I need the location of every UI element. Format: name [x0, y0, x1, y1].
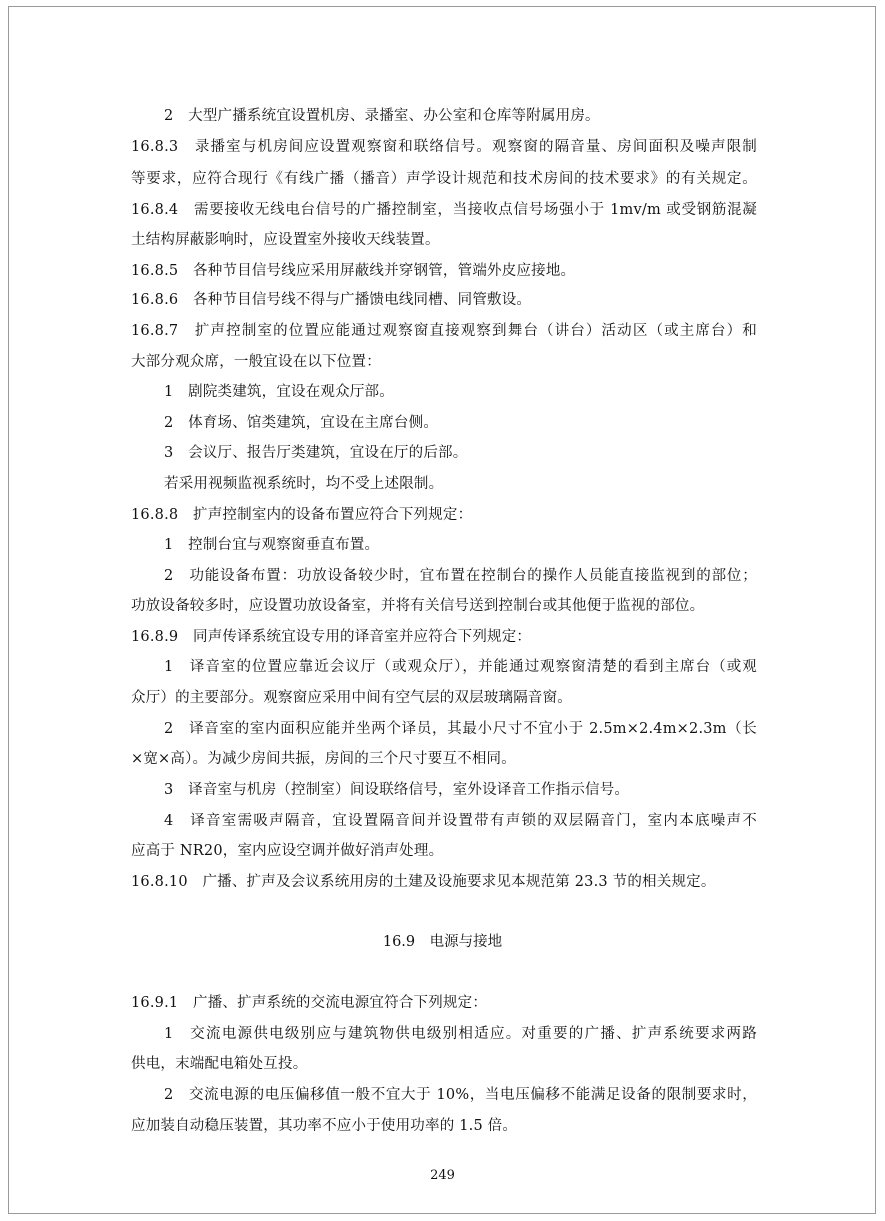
text-line: 16.8.7 扩声控制室的位置应能通过观察窗直接观察到舞台（讲台）活动区（或主席台）和: [131, 323, 757, 339]
text-line: 16.8.8 扩声控制室内的设备布置应符合下列规定：: [131, 507, 473, 523]
text-line: 4 译音室需吸声隔音，宜设置隔音间并设置带有声锁的双层隔音门，室内本底噪声不: [164, 813, 757, 829]
text-line: 16.8.9 同声传译系统宜设专用的译音室并应符合下列规定：: [131, 629, 532, 645]
text-line: 2 体育场、馆类建筑，宜设在主席台侧。: [164, 415, 439, 431]
text-line: 大部分观众席，一般宜设在以下位置：: [131, 354, 381, 370]
text-line: 土结构屏蔽影响时，应设置室外接收天线装置。: [131, 232, 440, 248]
text-line: 若采用视频监视系统时，均不受上述限制。: [164, 476, 444, 492]
text-line: 1 译音室的位置应靠近会议厅（或观众厅），并能通过观察窗清楚的看到主席台（或观: [164, 659, 757, 675]
text-line: 等要求，应符合现行《有线广播（播音）声学设计规范和技术房间的技术要求》的有关规定。: [131, 171, 757, 187]
text-line: 众厅）的主要部分。观察窗应采用中间有空气层的双层玻璃隔音窗。: [131, 690, 572, 706]
text-line: 16.8.10 广播、扩声及会议系统用房的土建及设施要求见本规范第 23.3 节的相关规定。: [131, 874, 716, 890]
text-line: 供电，末端配电箱处互投。: [131, 1056, 308, 1072]
text-line: 2 译音室的室内面积应能并坐两个译员，其最小尺寸不宜小于 2.5m×2.4m×2.3m（长: [164, 721, 757, 737]
text-line: ×宽×高）。为减少房间共振，房间的三个尺寸要互不相同。: [131, 751, 516, 767]
section-title: 16.9 电源与接地: [382, 934, 503, 950]
page-number: 249: [430, 1168, 455, 1183]
text-line: 2 功能设备布置：功放设备较少时，宜布置在控制台的操作人员能直接监视到的部位；: [164, 568, 757, 584]
text-line: 1 交流电源供电级别应与建筑物供电级别相适应。对重要的广播、扩声系统要求两路: [164, 1026, 757, 1042]
text-line: 16.8.6 各种节目信号线不得与广播馈电线同槽、同管敷设。: [131, 292, 532, 308]
text-line: 3 译音室与机房（控制室）间设联络信号，室外设译音工作指示信号。: [164, 782, 630, 798]
text-line: 16.9.1 广播、扩声系统的交流电源宜符合下列规定：: [131, 995, 488, 1011]
text-line: 1 控制台宜与观察窗垂直布置。: [164, 537, 380, 553]
text-line: 应高于 NR20，室内应设空调并做好消声处理。: [131, 843, 444, 859]
text-line: 应加装自动稳压装置，其功率不应小于使用功率的 1.5 倍。: [131, 1118, 518, 1134]
text-line: 16.8.3 录播室与机房间应设置观察窗和联络信号。观察窗的隔音量、房间面积及噪声限制: [131, 139, 757, 155]
text-line: 16.8.4 需要接收无线电台信号的广播控制室，当接收点信号场强小于 1mv/m 或受钢筋混凝: [131, 202, 757, 218]
text-line: 16.8.5 各种节目信号线应采用屏蔽线并穿钢管，管端外皮应接地。: [131, 263, 576, 279]
text-line: 2 交流电源的电压偏移值一般不宜大于 10%，当电压偏移不能满足设备的限制要求时，: [164, 1087, 757, 1103]
text-line: 1 剧院类建筑，宜设在观众厅部。: [164, 384, 394, 400]
text-line: 3 会议厅、报告厅类建筑，宜设在厅的后部。: [164, 445, 468, 461]
text-line: 2 大型广播系统宜设置机房、录播室、办公室和仓库等附属用房。: [164, 108, 600, 124]
text-line: 功放设备较多时，应设置功放设备室，并将有关信号送到控制台或其他便于监视的部位。: [131, 598, 705, 614]
